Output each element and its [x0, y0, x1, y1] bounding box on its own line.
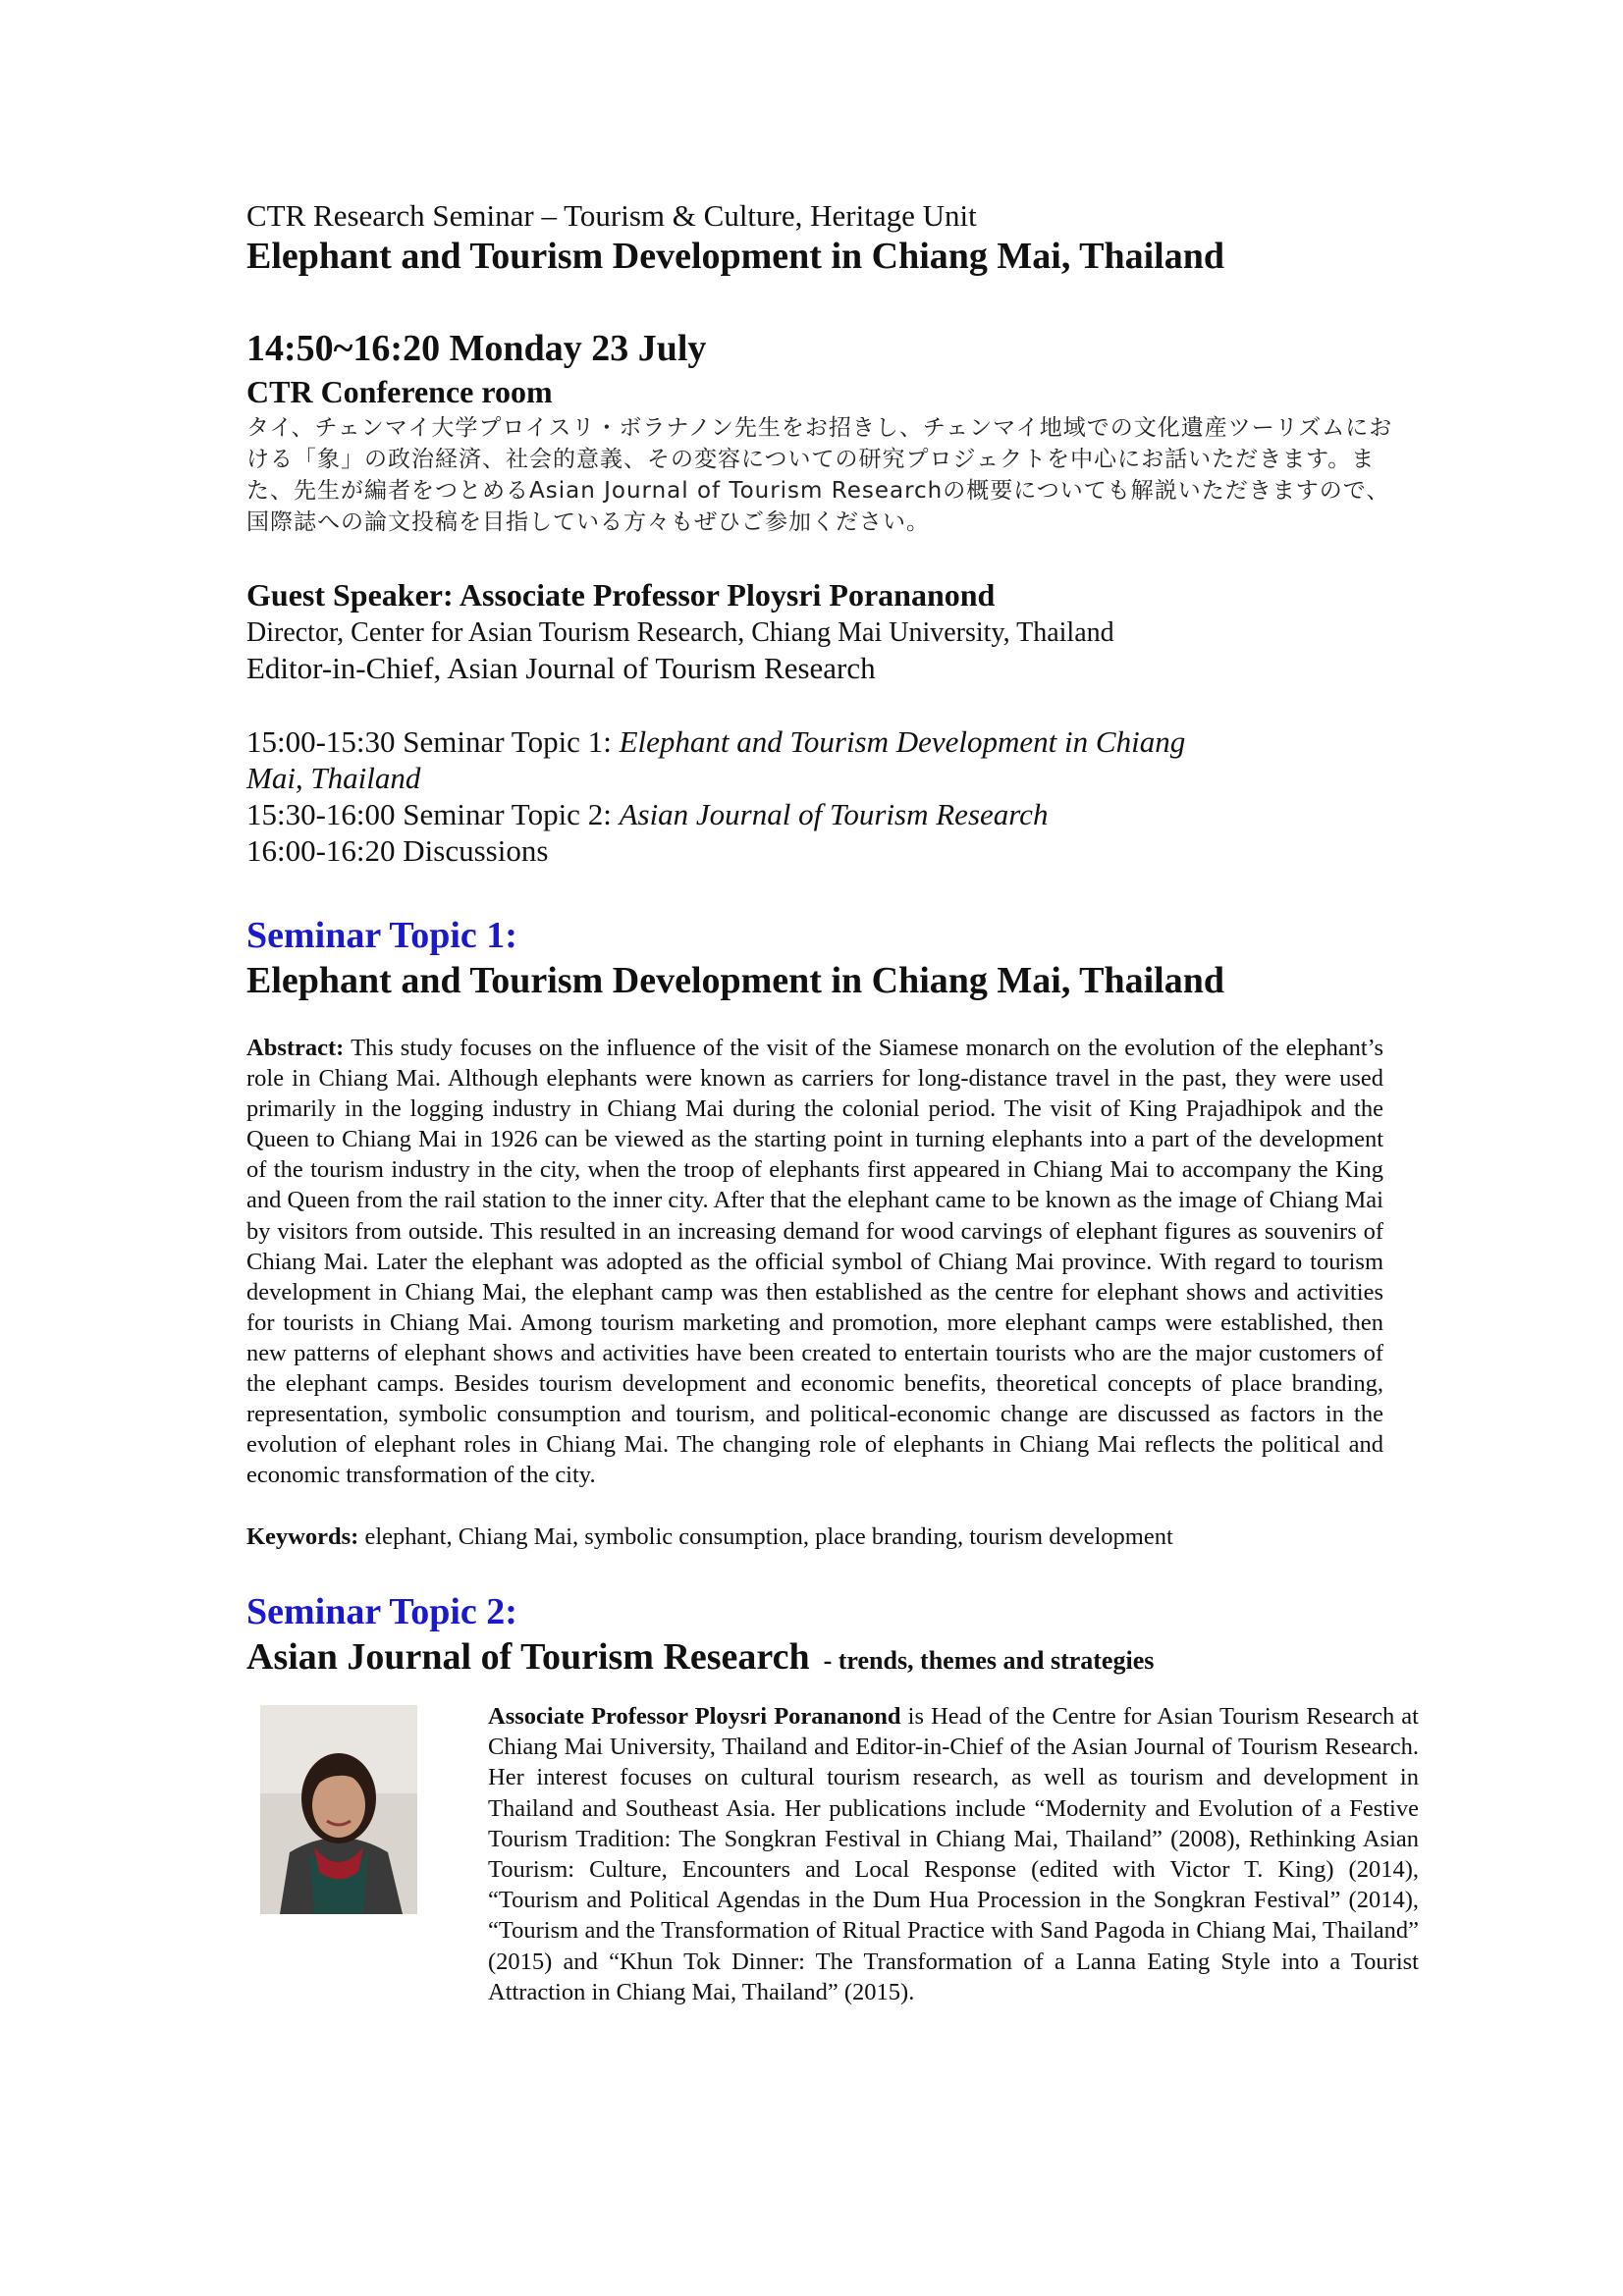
schedule-time: 15:00-15:30 Seminar Topic 1:	[246, 724, 620, 759]
schedule-topic: Elephant and Tourism Development in Chiang	[619, 724, 1186, 759]
seminar-title: Elephant and Tourism Development in Chiang Mai, Thailand	[246, 236, 1224, 277]
keywords-text: elephant, Chiang Mai, symbolic consumption, place branding, tourism development	[358, 1523, 1173, 1550]
topic1-label: Seminar Topic 1:	[246, 915, 517, 956]
schedule-topic: Asian Journal of Tourism Research	[619, 797, 1049, 831]
topic2-subtitle: - trends, themes and strategies	[823, 1646, 1155, 1675]
topic1-keywords	[246, 1522, 1173, 1552]
speaker-affiliation-editor: Editor-in-Chief, Asian Journal of Tourism Research	[246, 651, 876, 685]
event-datetime: 14:50~16:20 Monday 23 July	[246, 328, 707, 369]
topic2-title-text: Asian Journal of Tourism Research	[246, 1636, 810, 1678]
schedule-item-1-cont	[246, 760, 1228, 796]
speaker-affiliation-director: Director, Center for Asian Tourism Research, Chiang Mai University, Thailand	[246, 617, 1114, 648]
schedule-discussion: 16:00-16:20 Discussions	[246, 833, 549, 868]
topic2-label: Seminar Topic 2:	[246, 1591, 517, 1632]
schedule-topic-cont: Mai, Thailand	[246, 761, 421, 795]
speaker-bio	[488, 1701, 1419, 2007]
topic1-title: Elephant and Tourism Development in Chiang Mai, Thailand	[246, 960, 1224, 1001]
bio-name: Associate Professor Ploysri Porananond	[488, 1703, 901, 1730]
abstract-label: Abstract:	[246, 1035, 345, 1061]
schedule-item-3	[246, 832, 1228, 869]
abstract-text: This study focuses on the influence of the visit of the Siamese monarch on the evolution of the elephant’s role in Chiang Mai. Although elephants were known as carriers for long-distance travel in the past, they were used primarily in the logging industry in Chiang Mai during the colonial period. The visit of King Prajadhipok and the Queen to Chiang Mai in 1926 can be viewed as the starting point in turning elephants into a part of the development of the tourism industry in the city, when the troop of elephants first appeared in Chiang Mai to accompany the King and Queen from the rail station to the inner city. After that the elephant came to be known as the image of Chiang Mai by visitors from outside. This resulted in an increasing demand for wood carvings of elephant figures as souvenirs of Chiang Mai. Later the elephant was adopted as the official symbol of Chiang Mai province. With regard to tourism development in Chiang Mai, the elephant camp was then established as the centre for elephant shows and activities for tourists in Chiang Mai. Among tourism marketing and promotion, more elephant camps were established, then new patterns of elephant shows and activities have been created to entertain tourists who are the major customers of the elephant camps. Besides tourism development and economic benefits, theoretical concepts of place branding, representation, symbolic consumption and tourism, and political-economic change are discussed as factors in the evolution of elephant roles in Chiang Mai. The changing role of elephants in Chiang Mai reflects the political and economic transformation of the city.	[246, 1035, 1383, 1489]
schedule-item-2	[246, 796, 1228, 832]
speaker-photo	[260, 1705, 417, 1914]
intro-japanese: タイ、チェンマイ大学プロイスリ・ボラナノン先生をお招きし、チェンマイ地域での文化遺産ツーリズムにおける「象」の政治経済、社会的意義、その変容についての研究プロジェクトを中心にお話いただきます。また、先生が編者をつとめるAsian Journal of Tourism Researchの概要についても解説いただきますので、国際誌への論文投稿を目指している方々もぜひご参加ください。	[246, 415, 1393, 535]
topic1-abstract	[246, 1033, 1383, 1490]
seminar-series: CTR Research Seminar – Tourism & Culture, Heritage Unit	[246, 198, 977, 233]
schedule-item-1	[246, 723, 1228, 760]
schedule	[246, 723, 1228, 869]
topic2-title	[246, 1632, 1154, 1685]
speaker-portrait-illustration	[260, 1705, 417, 1914]
schedule-time: 15:30-16:00 Seminar Topic 2:	[246, 797, 620, 831]
guest-speaker-heading: Guest Speaker: Associate Professor Ploysri Porananond	[246, 577, 996, 613]
bio-text: is Head of the Centre for Asian Tourism Research at Chiang Mai University, Thailand and Editor-in-Chief of the Asian Journal of Tourism Research. Her interest focuses on cultural tourism research, as well as tourism and development in Thailand and Southeast Asia. Her publications include “Modernity and Evolution of a Festive Tourism Tradition: The Songkran Festival in Chiang Mai, Thailand” (2008), Rethinking Asian Tourism: Culture, Encounters and Local Response (edited with Victor T. King) (2014), “Tourism and Political Agendas in the Dum Hua Procession in the Songkran Festival” (2014), “Tourism and the Transformation of Ritual Practice with Sand Pagoda in Chiang Mai, Thailand” (2015) and “Khun Tok Dinner: The Transformation of a Lanna Eating Style into a Tourist Attraction in Chiang Mai, Thailand” (2015).	[488, 1703, 1419, 2005]
event-venue: CTR Conference room	[246, 374, 553, 409]
keywords-label: Keywords:	[246, 1523, 359, 1550]
